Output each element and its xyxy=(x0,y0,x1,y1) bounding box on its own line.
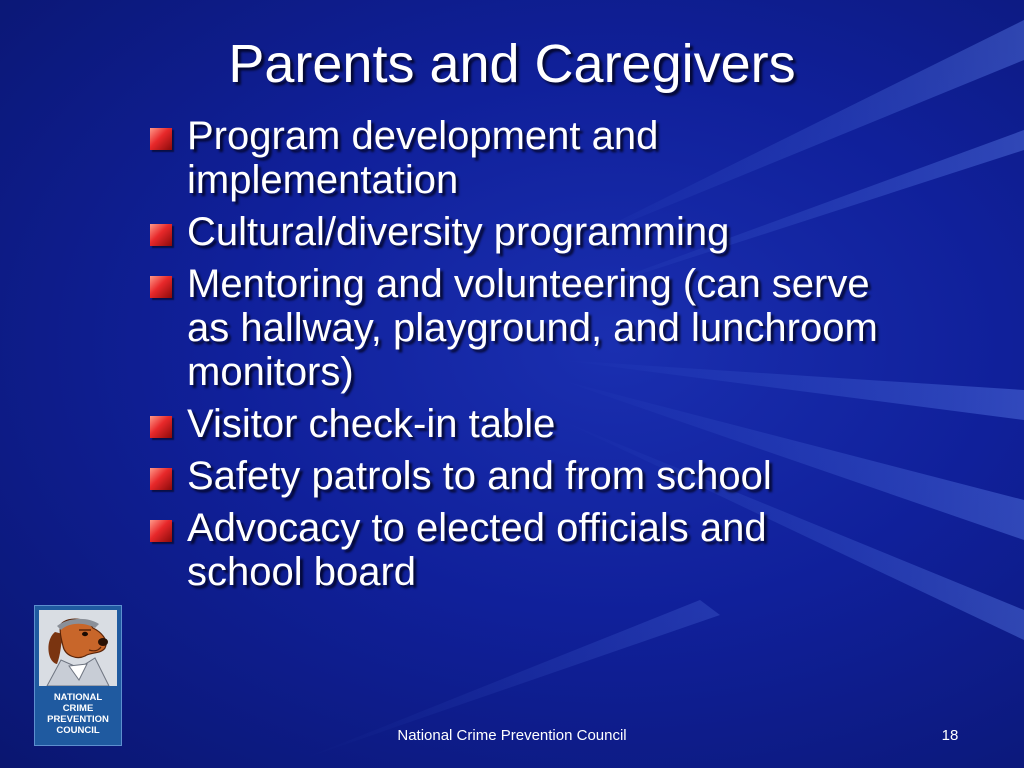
bullet-item xyxy=(150,262,890,394)
bullet-item xyxy=(150,210,890,254)
bullet-text: Safety patrols to and from school xyxy=(187,454,772,498)
bullet-square-icon xyxy=(150,224,172,246)
footer-text: National Crime Prevention Council xyxy=(397,727,627,744)
bullet-item xyxy=(150,506,890,594)
logo-line: PREVENTION xyxy=(47,714,109,725)
mcgruff-dog-icon xyxy=(39,610,117,686)
logo-line: CRIME xyxy=(62,703,94,714)
slide-title: Parents and Caregivers xyxy=(228,34,796,94)
logo-line: COUNCIL xyxy=(56,725,100,736)
logo-line: NATIONAL xyxy=(53,692,103,703)
ncpc-logo xyxy=(34,605,122,746)
bullet-item xyxy=(150,402,890,446)
bullet-text: Cultural/diversity programming xyxy=(187,210,730,254)
bullet-text: Visitor check-in table xyxy=(187,402,556,446)
bullet-text: Advocacy to elected officials and school board xyxy=(187,506,767,594)
logo-wordmark xyxy=(35,692,121,736)
bullet-text: Mentoring and volunteering (can serve as hallway, playground, and lunchroom monitors) xyxy=(187,262,878,394)
bullet-square-icon xyxy=(150,520,172,542)
bullet-text: Program development and implementation xyxy=(187,114,659,202)
bullet-item xyxy=(150,454,890,498)
bullet-item xyxy=(150,114,890,202)
bullet-square-icon xyxy=(150,468,172,490)
bullet-list xyxy=(150,114,890,602)
bullet-square-icon xyxy=(150,276,172,298)
bullet-square-icon xyxy=(150,416,172,438)
page-number: 18 xyxy=(941,727,959,744)
bullet-square-icon xyxy=(150,128,172,150)
